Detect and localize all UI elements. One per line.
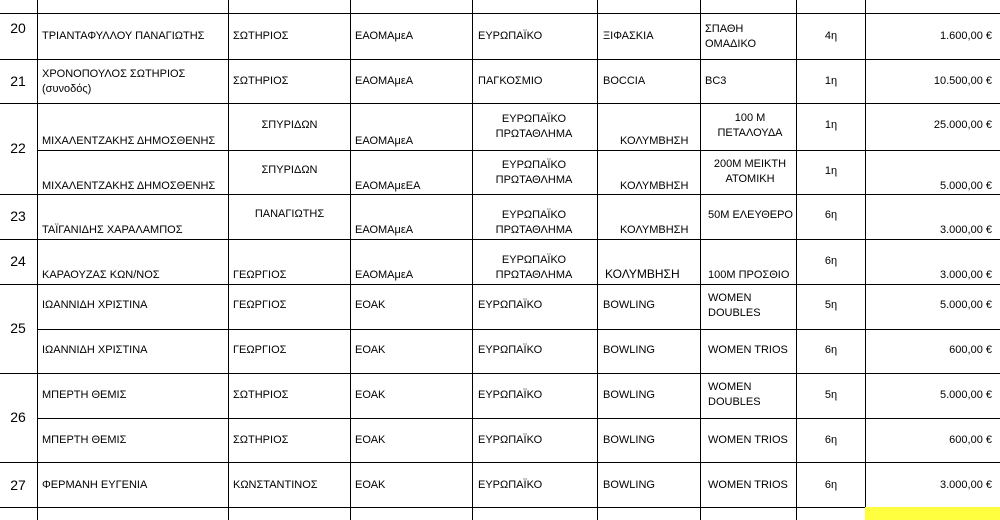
amount: 25.000,00 € xyxy=(933,119,992,131)
sport: BOWLING xyxy=(603,344,655,356)
grid-line xyxy=(0,373,1000,374)
amount: 10.500,00 € xyxy=(933,75,992,87)
competition: ΕΥΡΩΠΑΪΚΟ xyxy=(478,479,543,491)
grid-line xyxy=(0,462,1000,463)
federation: ΕΑΟΜΑμεΑ xyxy=(355,135,414,147)
grid-line xyxy=(0,59,1000,60)
federation: ΕΑΟΜΑμεΑ xyxy=(355,75,414,87)
athlete-name: ΜΠΕΡΤΗ ΘΕΜΙΣ xyxy=(42,434,127,446)
competition: ΕΥΡΩΠΑΪΚΟ xyxy=(478,30,543,42)
amount: 1.600,00 € xyxy=(940,30,992,42)
event: WOMEN TRIOS xyxy=(708,344,788,356)
grid-line xyxy=(228,0,229,520)
father-name: ΣΩΤΗΡΙΟΣ xyxy=(233,434,289,446)
father-name: ΓΕΩΡΓΙΟΣ xyxy=(233,269,287,281)
father-name: ΓΕΩΡΓΙΟΣ xyxy=(233,299,287,311)
competition: ΕΥΡΩΠΑΪΚΟ ΠΡΩΤΑΘΛΗΜΑ xyxy=(495,254,573,281)
athlete-name: ΜΙΧΑΛΕΝΤΖΑΚΗΣ ΔΗΜΟΣΘΕΝΗΣ xyxy=(42,135,216,147)
amount: 3.000,00 € xyxy=(940,269,992,281)
competition: ΕΥΡΩΠΑΪΚΟ ΠΡΩΤΑΘΛΗΜΑ xyxy=(495,159,573,186)
father-name: ΣΩΤΗΡΙΟΣ xyxy=(233,389,289,401)
competition: ΕΥΡΩΠΑΪΚΟ xyxy=(478,389,543,401)
placement: 6η xyxy=(824,209,838,221)
event: WOMEN TRIOS xyxy=(708,479,788,491)
athlete-name: ΙΩΑΝΝΙΔΗ ΧΡΙΣΤΙΝΑ xyxy=(42,344,148,356)
row-number: 23 xyxy=(10,208,26,224)
grid-line xyxy=(0,103,1000,104)
placement: 4η xyxy=(824,30,838,42)
federation: ΕΑΟΜΑμεΑ xyxy=(355,30,414,42)
father-name: ΣΠΥΡΙΔΩΝ xyxy=(261,164,318,176)
competition: ΕΥΡΩΠΑΪΚΟ ΠΡΩΤΑΘΛΗΜΑ xyxy=(495,209,573,236)
row-number: 27 xyxy=(10,477,26,493)
sport: ΚΟΛΥΜΒΗΣΗ xyxy=(620,135,689,147)
amount: 3.000,00 € xyxy=(940,224,992,236)
athlete-name: ΙΩΑΝΝΙΔΗ ΧΡΙΣΤΙΝΑ xyxy=(42,299,148,311)
event: 50Μ ΕΛΕΥΘΕΡΟ xyxy=(708,209,793,221)
placement: 6η xyxy=(824,479,838,491)
father-name: ΣΠΥΡΙΔΩΝ xyxy=(261,119,318,131)
father-name: ΚΩΝΣΤΑΝΤΙΝΟΣ xyxy=(233,479,318,491)
event: WOMEN TRIOS xyxy=(708,434,788,446)
federation: ΕΑΟΜΑμεΕΑ xyxy=(355,180,421,192)
placement: 1η xyxy=(824,75,838,87)
father-name: ΓΕΩΡΓΙΟΣ xyxy=(233,344,287,356)
federation: ΕΟΑΚ xyxy=(355,434,386,446)
row-number: 26 xyxy=(10,409,26,425)
athlete-name: ΤΑΪΓΑΝΙΔΗΣ ΧΑΡΑΛΑΜΠΟΣ xyxy=(42,224,183,236)
grid-line xyxy=(37,329,1000,330)
competition: ΕΥΡΩΠΑΪΚΟ xyxy=(478,344,543,356)
amount: 600,00 € xyxy=(949,434,992,446)
amount: 3.000,00 € xyxy=(940,479,992,491)
event: 100Μ ΠΡΟΣΘΙΟ xyxy=(708,269,790,281)
event: 200Μ ΜΕΙΚΤΗ ΑΤΟΜΙΚΗ xyxy=(713,158,787,185)
amount: 5.000,00 € xyxy=(940,180,992,192)
placement: 6η xyxy=(824,255,838,267)
athlete-name: ΧΡΟΝΟΠΟΥΛΟΣ ΣΩΤΗΡΙΟΣ (συνοδός) xyxy=(42,68,186,95)
athlete-name: ΤΡΙΑΝΤΑΦΥΛΛΟΥ ΠΑΝΑΓΙΩΤΗΣ xyxy=(42,30,205,42)
grid-line xyxy=(0,284,1000,285)
grid-line xyxy=(0,13,1000,14)
athlete-name: ΦΕΡΜΑΝΗ ΕΥΓΕΝΙΑ xyxy=(42,479,148,491)
father-name: ΣΩΤΗΡΙΟΣ xyxy=(233,30,289,42)
amount: 600,00 € xyxy=(949,344,992,356)
grid-line xyxy=(700,0,701,520)
placement: 5η xyxy=(824,389,838,401)
highlighted-total-cell xyxy=(865,507,1000,520)
grid-line xyxy=(0,194,1000,195)
placement: 6η xyxy=(824,434,838,446)
grid-line xyxy=(37,418,1000,419)
event: WOMEN DOUBLES xyxy=(708,292,761,319)
grid-line xyxy=(597,0,598,520)
grid-line xyxy=(472,0,473,520)
row-number: 25 xyxy=(10,320,26,336)
competition: ΕΥΡΩΠΑΪΚΟ xyxy=(478,434,543,446)
row-number: 24 xyxy=(10,253,26,269)
placement: 1η xyxy=(824,165,838,177)
grid-line xyxy=(37,150,1000,151)
row-number: 21 xyxy=(10,73,26,89)
event: BC3 xyxy=(705,75,727,87)
father-name: ΣΩΤΗΡΙΟΣ xyxy=(233,75,289,87)
grid-line xyxy=(350,0,351,520)
event: ΣΠΑΘΗ ΟΜΑΔΙΚΟ xyxy=(705,23,757,50)
grid-line xyxy=(37,0,38,520)
placement: 5η xyxy=(824,299,838,311)
placement: 1η xyxy=(824,119,838,131)
row-number: 20 xyxy=(10,20,26,36)
amount: 5.000,00 € xyxy=(940,389,992,401)
federation: ΕΟΑΚ xyxy=(355,389,386,401)
federation: ΕΟΑΚ xyxy=(355,479,386,491)
competition: ΕΥΡΩΠΑΪΚΟ xyxy=(478,299,543,311)
federation: ΕΟΑΚ xyxy=(355,344,386,356)
sport: BOWLING xyxy=(603,479,655,491)
federation: ΕΟΑΚ xyxy=(355,299,386,311)
federation: ΕΑΟΜΑμεΑ xyxy=(355,224,414,236)
sport: BOWLING xyxy=(603,389,655,401)
sport: ΚΟΛΥΜΒΗΣΗ xyxy=(620,180,689,192)
event: WOMEN DOUBLES xyxy=(708,381,761,408)
sport: BOCCIA xyxy=(603,75,646,87)
athlete-name: ΜΙΧΑΛΕΝΤΖΑΚΗΣ ΔΗΜΟΣΘΕΝΗΣ xyxy=(42,180,216,192)
athlete-name: ΚΑΡΑΟΥΖΑΣ ΚΩΝ/ΝΟΣ xyxy=(42,269,160,281)
sport: ΚΟΛΥΜΒΗΣΗ xyxy=(605,267,680,281)
federation: ΕΑΟΜΑμεΑ xyxy=(355,269,414,281)
placement: 6η xyxy=(824,344,838,356)
sport: BOWLING xyxy=(603,299,655,311)
sport: BOWLING xyxy=(603,434,655,446)
row-number: 22 xyxy=(10,140,26,156)
father-name: ΠΑΝΑΓΙΩΤΗΣ xyxy=(254,208,325,220)
competition: ΠΑΓΚΟΣΜΙΟ xyxy=(478,75,543,87)
sport: ΞΙΦΑΣΚΙΑ xyxy=(603,30,654,42)
grid-line xyxy=(0,507,1000,508)
sport: ΚΟΛΥΜΒΗΣΗ xyxy=(620,224,689,236)
event: 100 Μ ΠΕΤΑΛΟΥΔΑ xyxy=(717,112,783,139)
athlete-name: ΜΠΕΡΤΗ ΘΕΜΙΣ xyxy=(42,389,127,401)
amount: 5.000,00 € xyxy=(940,299,992,311)
competition: ΕΥΡΩΠΑΪΚΟ ΠΡΩΤΑΘΛΗΜΑ xyxy=(495,113,573,140)
grid-line xyxy=(0,239,1000,240)
